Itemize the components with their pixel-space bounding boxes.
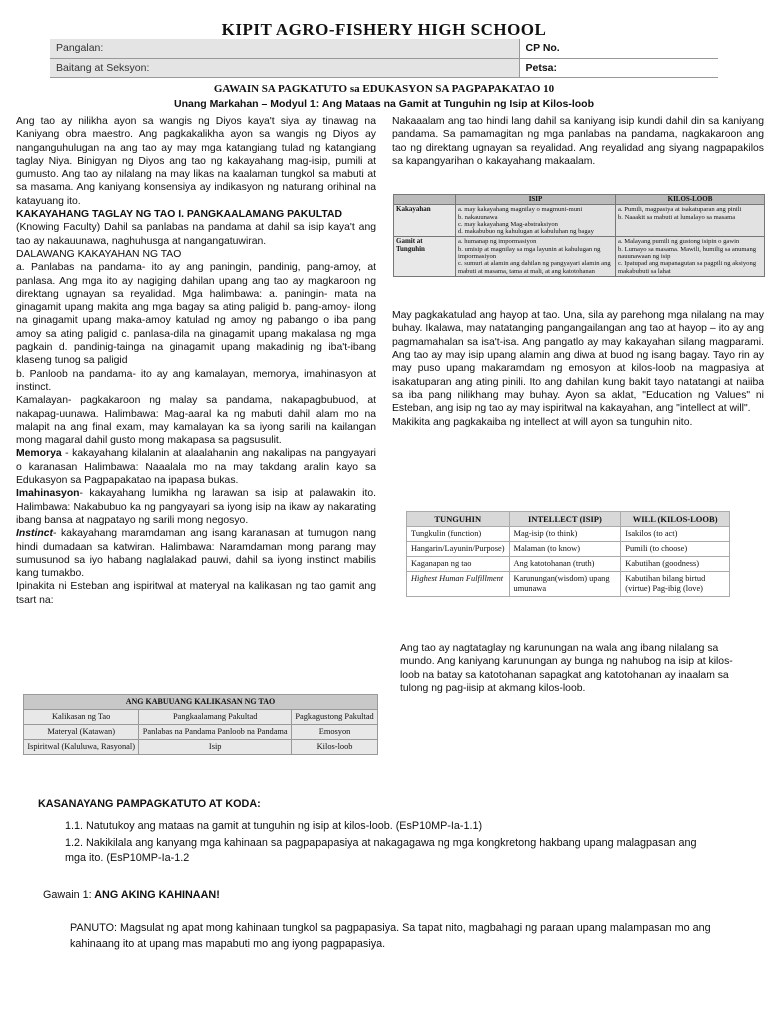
table-row	[24, 725, 378, 740]
memorya-paragraph	[16, 447, 376, 487]
kilosloob-cell	[616, 205, 765, 237]
table-cell: Materyal (Katawan)	[24, 725, 139, 740]
table-cell: Ispiritwal (Kaluluwa, Rasyonal)	[24, 740, 139, 755]
petsa-label: Petsa:	[519, 58, 573, 77]
table-cell: Isip	[139, 740, 292, 755]
table-row	[407, 572, 730, 597]
table-cell: Kaganapan ng tao	[407, 557, 510, 572]
left-column	[16, 115, 376, 607]
table-cell: Pumili (to choose)	[621, 542, 730, 557]
table-row	[407, 542, 730, 557]
table-row	[407, 527, 730, 542]
isip-cell	[456, 205, 616, 237]
imahinasyon-text: - kakayahang lumikha ng larawan sa isip at palawakin ito. Halimbawa: Nakabubuo ka ng pangyayari sa iyong isip na ikaw ay nakarating ibang bansa at nagpatayo ng sarili mong negosyo.	[16, 488, 376, 526]
list-item: a. humanap ng impormasiyon	[458, 238, 537, 246]
table-cell: Malaman (to know)	[509, 542, 621, 557]
list-item: a. may kakayahang magnilay o magmuni-muni	[458, 206, 583, 214]
table-cell: Kabutihan bilang birtud (virtue) Pag-ibig (love)	[621, 572, 730, 597]
table-row	[407, 557, 730, 572]
table-cell: Kabutihan (goodness)	[621, 557, 730, 572]
table-cell: Mag-isip (to think)	[509, 527, 621, 542]
table-cell: Emosyon	[292, 725, 378, 740]
table-cell: Ang katotohanan (truth)	[509, 557, 621, 572]
list-item: b. Naaakit sa mabuti at lumalayo sa masama	[618, 213, 736, 221]
table-cell: Tungkulin (function)	[407, 527, 510, 542]
section-heading-kakayahan: DALAWANG KAKAYAHAN NG TAO	[16, 248, 182, 260]
table-row	[394, 205, 765, 237]
karunungan-paragraph: Ang tao ay nagtataglay ng karunungan na wala ang ibang nilalang sa mundo. Ang kaniyang karunungan ay bunga ng nahubog na isip at kilos-loob na batay sa katotohanan sapagkat ang katotohanan ay inaalam sa tulong ng pag-iisip at akmang kilos-loob.	[400, 643, 733, 694]
cp-label: CP No.	[519, 39, 573, 58]
section-heading-pakultad: KAKAYAHANG TAGLAY NG TAO I. PANGKAALAMANG PAKULTAD	[16, 209, 342, 221]
table-cell: Panlabas na Pandama Panloob na Pandama	[139, 725, 292, 740]
table-cell: Karunungan(wisdom) upang umunawa	[509, 572, 621, 597]
panloob-paragraph: b. Panloob na pandama- ito ay ang kamalayan, memorya, imahinasyon at instinct.	[16, 368, 376, 393]
list-item: b. nakauunawa	[458, 213, 498, 221]
gawain-1-heading	[43, 889, 220, 901]
page-subtitle: Unang Markahan – Modyul 1: Ang Mataas na Gamit at Tunguhin ng Isip at Kilos-loob	[173, 98, 595, 110]
school-name: KIPIT AGRO-FISHERY HIGH SCHOOL	[221, 20, 547, 39]
imahinasyon-paragraph	[16, 487, 376, 527]
intellect-will-intro: Makikita ang pagkakaiba ng intellect at will ayon sa tunguhin nito.	[392, 416, 693, 428]
gawain-1-label: Gawain 1:	[43, 889, 92, 901]
table-header: INTELLECT (ISIP)	[509, 512, 621, 527]
kamalayan-paragraph: Kamalayan- pagkakaroon ng malay sa pandama, nakapagbubuod, at nakapag-uunawa. Halimbawa: Mag-aaral ka ng mabuti dahil alam mo na malapit na ang final exam, may kamalayan ka sa iyong sarili na kailangan mong magaral dahil gusto mong makapasa sa pagsusulit.	[16, 395, 376, 447]
list-item: a. Pumili, magpasiya at isakatuparan ang pinili	[618, 206, 742, 214]
competency-2: 1.2. Nakikilala ang kanyang mga kahinaan sa pagpapapasiya at nakagagawa ng mga kongkretong hakbang upang malagpasan ang mga ito. (EsP10MP-Ia-1.2	[65, 837, 697, 864]
instinct-paragraph	[16, 527, 376, 580]
page-title: GAWAIN SA PAGKATUTO sa EDUKASYON SA PAGPAPAKATAO 10	[213, 83, 555, 95]
baitang-label: Baitang at Seksyon:	[50, 58, 519, 77]
table-cell: Highest Human Fulfillment	[407, 572, 510, 597]
kalikasan-table	[23, 694, 378, 755]
kalikasan-header: Pangkaalamang Pakultad	[139, 710, 292, 725]
hayop-tao-paragraph: May pagkakatulad ang hayop at tao. Una, sila ay parehong mga nilalang na may buhay. Ikalawa, may natatanging pangangailangan ang tao at hayop – ito ay ang pagmamahalan sa isa't-isa. Ang pangatlo ay may kakayahan silang magparami. Ang tao ay may isip upang alamin ang diwa at buod ng isang bagay. Tayo rin ay may puso upang makaramdam ng emosyon at kilos-loob na magpasiya at isakatuparan ang ating pinili. Ito ang dahilan kung bakit tayo natatangi at naiiba sa iba pang nilikhang may buhay. Ayon sa aklat, "Education ng Values" ni Esteban, ang isip ng tao ay may ispiritwal na kakayahan, ang "intellect at will".	[392, 310, 764, 415]
row-label: Kakayahan	[394, 205, 456, 237]
competencies-title: KASANAYANG PAMPAGKATUTO AT KODA:	[38, 798, 261, 810]
esteban-paragraph: Ipinakita ni Esteban ang ispiritwal at materyal na kalikasan ng tao gamit ang tsart na:	[16, 581, 376, 606]
table-cell: Kilos-loob	[292, 740, 378, 755]
list-item: a. Malayang pumili ng gustong isipin o gawin	[618, 238, 740, 246]
list-item: d. makabubuo ng kahulugan at kabuluhan ng bagay	[458, 228, 594, 236]
list-item: c. Ipatupad ang mapanagutan sa pagpili ng aksiyong makabubuti sa lahat	[618, 260, 757, 275]
cp-field[interactable]	[573, 39, 718, 58]
table-cell: Hangarin/Layunin/Purpose)	[407, 542, 510, 557]
pangalan-label: Pangalan:	[50, 39, 519, 58]
pandama-paragraph: Nakaaalam ang tao hindi lang dahil sa kaniyang isip kundi dahil din sa kaniyang pandama. Sa pamamagitan ng mga panlabas na pandama, nagkakaroon ang tao ng direktang ugnayan sa reyalidad. Ang reyalidad ang siyang nagpapakilos sa kapangyarihan o kakayahang makaalam.	[392, 116, 764, 167]
row-label: Gamit at Tunguhin	[394, 237, 456, 276]
isip-cell	[456, 237, 616, 276]
list-item: c. may kakayahang Mag-abstraksiyon	[458, 220, 558, 228]
panuto-instructions: PANUTO: Magsulat ng apat mong kahinaan tungkol sa pagpapasiya. Sa tapat nito, magbahagi ng paraan upang malampasan mo ang kahinaang ito at upang mas mapabuti mo ang iyong pagpapasiya.	[70, 922, 711, 950]
kalikasan-table-title: ANG KABUUANG KALIKASAN NG TAO	[24, 695, 378, 710]
isip-kilosloob-table	[393, 194, 765, 277]
table-header: KILOS-LOOB	[616, 195, 765, 205]
kalikasan-header: Pagkagustong Pakultad	[292, 710, 378, 725]
panlabas-paragraph: a. Panlabas na pandama- ito ay ang paningin, pandinig, pang-amoy, at panlasa. Ang mga ito ay nagiging dahilan upang ang tao ay magkaroon ng direktang ugnayan sa reyalidad. Mga halimbawa: a. paningin- mata na ginagamit upang makita ang mga bagay sa ating paligid b. pang-amoy- ilong na ginagamit upang maka-amoy katulad ng amoy ng pabango o iba pang amoy sa ating paligid c. panlasa-dila na ginagamit upang makalasa ng mga pagkain d. pandinig-tainga na ginagamit upang makadinig ng iba't-ibang klaseng tunog sa paligid	[16, 262, 376, 367]
table-header: TUNGUHIN	[407, 512, 510, 527]
table-header: WILL (KILOS-LOOB)	[621, 512, 730, 527]
knowing-faculty-paragraph: (Knowing Faculty) Dahil sa panlabas na pandama at dahil sa isip kaya't ang tao ay nakauunawa, naghuhusga at nangangatuwiran.	[16, 222, 376, 247]
petsa-field[interactable]	[573, 58, 718, 77]
table-row	[394, 237, 765, 276]
memorya-term: Memorya	[16, 448, 62, 460]
intro-paragraph: Ang tao ay nilikha ayon sa wangis ng Diyos kaya't siya ay tinawag na Kaniyang obra maestro. Ang pagkakalikha ayon sa wangis ng Diyos ay nanganguhulugan na ang tao ay may mga katangiang tulad ng katangiang taglay Niya. Binigyan ng Diyos ang tao ng kakayahang mag-isip, pumili at gumusto. Ang tao ay nilalang na may likas na kaalaman tungkol sa mabuti at sa masama. Ang kaniyang konsensiya ay indikasyon ng naturang orihinal na katayuang ito.	[16, 116, 376, 207]
table-row	[24, 740, 378, 755]
imahinasyon-term: Imahinasyon	[16, 488, 80, 500]
list-item: b. Lumayo sa masama. Mawili, humilig sa anumang nauunawaan ng isip	[618, 245, 757, 261]
table-header	[394, 195, 456, 205]
list-item: c. sumuri at alamin ang dahilan ng pangyayari alamin ang mabuti at masama, tama at mali, at ang katotohanan	[458, 260, 611, 275]
memorya-text: - kakayahang kilalanin at alaalahanin ang nakalipas na pangyayari o karanasan Halimbawa: Naaalala mo na may takdang aralin kayo sa Edukasyon sa Pagpapakatao na ipapasa bukas.	[16, 448, 376, 487]
competency-1: 1.1. Natutukoy ang mataas na gamit at tunguhin ng isip at kilos-loob. (EsP10MP-Ia-1.1)	[65, 820, 483, 832]
list-item: b. umisip at magnilay sa mga layunin at kahulugan ng impormasiyon	[458, 245, 601, 261]
gawain-1-title: ANG AKING KAHINAAN!	[94, 889, 220, 901]
table-header: ISIP	[456, 195, 616, 205]
table-cell: Isakilos (to act)	[621, 527, 730, 542]
instinct-term: Instinct	[16, 528, 53, 540]
kilosloob-cell	[616, 237, 765, 276]
instinct-text: - kakayahang maramdaman ang isang karanasan at tumugon nang hindi dumadaan sa katwiran. Halimbawa: Naramdaman mong parang may sumusunod sa iyo habang naglalakad pauwi, dahil sa iyong instinct mabilis kang tumakbo.	[16, 528, 376, 580]
student-info-table	[50, 39, 718, 78]
tunguhin-table	[406, 511, 730, 597]
kalikasan-header: Kalikasan ng Tao	[24, 710, 139, 725]
